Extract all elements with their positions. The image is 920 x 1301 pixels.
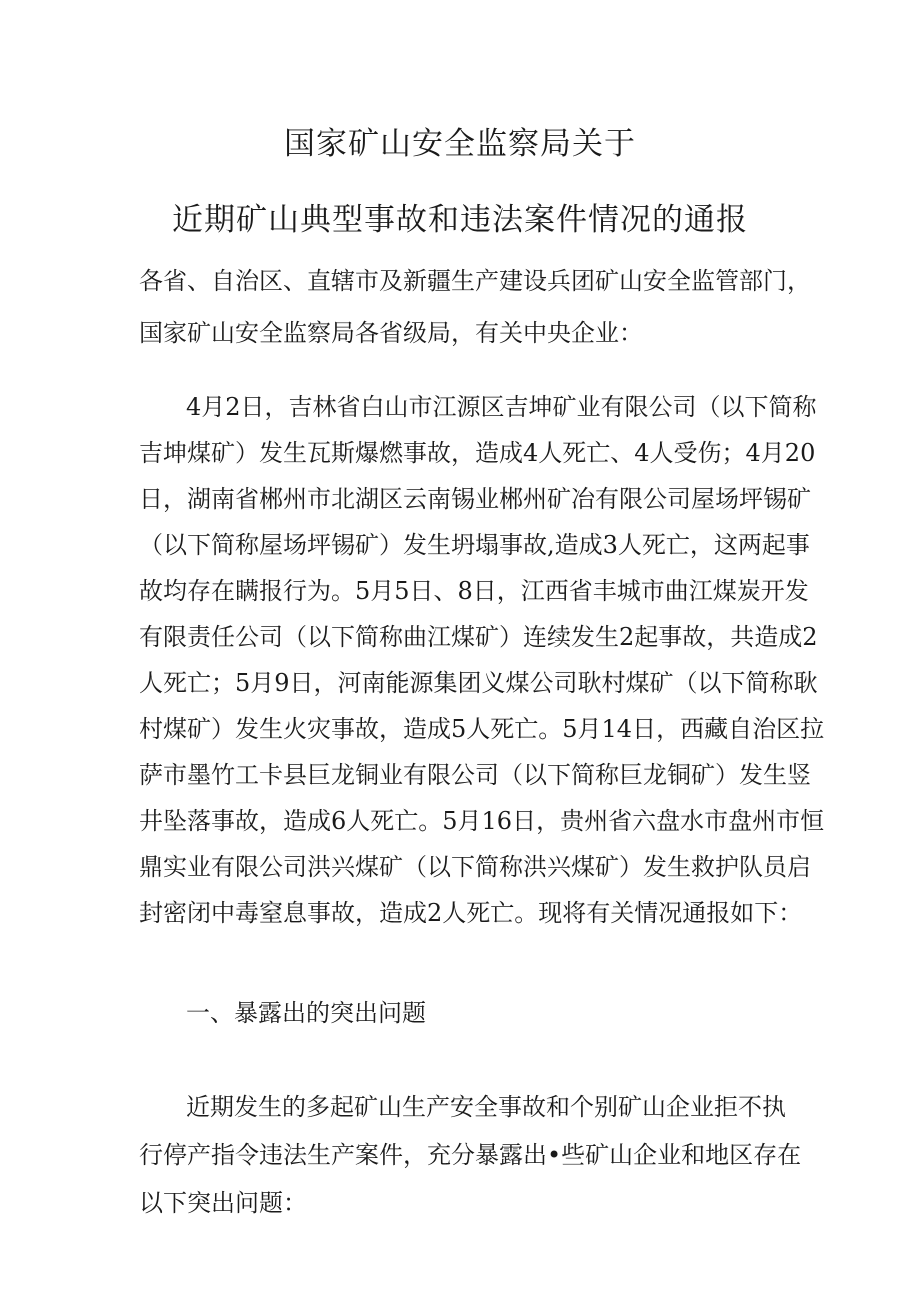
paragraph1-line-2: 吉坤煤矿）发生瓦斯爆燃事故，造成4人死亡、4人受伤；4月20 <box>139 439 816 467</box>
paragraph1-line-7: 人死亡；5月9日，河南能源集团义煤公司耿村煤矿（以下简称耿 <box>139 669 818 697</box>
paragraph2-line-3: 以下突出问题： <box>139 1189 307 1217</box>
paragraph2-line-2: 行停产指令违法生产案件，充分暴露出•些矿山企业和地区存在 <box>139 1141 802 1169</box>
salutation-line-1: 各省、自治区、直辖市及新疆生产建设兵团矿山安全监管部门， <box>139 267 811 295</box>
paragraph1-line-11: 鼎实业有限公司洪兴煤矿（以下简称洪兴煤矿）发生救护队员启 <box>139 853 811 881</box>
paragraph1-line-8: 村煤矿）发生火灾事故，造成5人死亡。5月14日，西藏自治区拉 <box>139 715 825 743</box>
paragraph1-line-12: 封密闭中毒窒息事故，造成2人死亡。现将有关情况通报如下： <box>139 899 803 927</box>
document-title-line-1: 国家矿山安全监察局关于 <box>284 126 636 162</box>
paragraph1-line-4: （以下简称屋场坪锡矿）发生坍塌事故,造成3人死亡，这两起事 <box>139 531 810 559</box>
section-heading: 一、暴露出的突出问题 <box>186 999 426 1027</box>
paragraph1-line-6: 有限责任公司（以下简称曲江煤矿）连续发生2起事故，共造成2 <box>139 623 818 651</box>
paragraph1-line-10: 井坠落事故，造成6人死亡。5月16日，贵州省六盘水市盘州市恒 <box>139 807 825 835</box>
paragraph1-line-1: 4月2日，吉林省白山市江源区吉坤矿业有限公司（以下简称 <box>186 393 817 421</box>
document-title-line-2: 近期矿山典型事故和违法案件情况的通报 <box>172 202 748 238</box>
paragraph1-line-9: 萨市墨竹工卡县巨龙铜业有限公司（以下简称巨龙铜矿）发生竖 <box>139 761 811 789</box>
paragraph1-line-3: 日，湖南省郴州市北湖区云南锡业郴州矿冶有限公司屋场坪锡矿 <box>139 485 811 513</box>
paragraph1-line-5: 故均存在瞒报行为。5月5日、8日，江西省丰城市曲江煤炭开发 <box>139 577 809 605</box>
salutation-line-2: 国家矿山安全监察局各省级局，有关中央企业： <box>139 319 643 347</box>
paragraph2-line-1: 近期发生的多起矿山生产安全事故和个别矿山企业拒不执 <box>186 1093 786 1121</box>
